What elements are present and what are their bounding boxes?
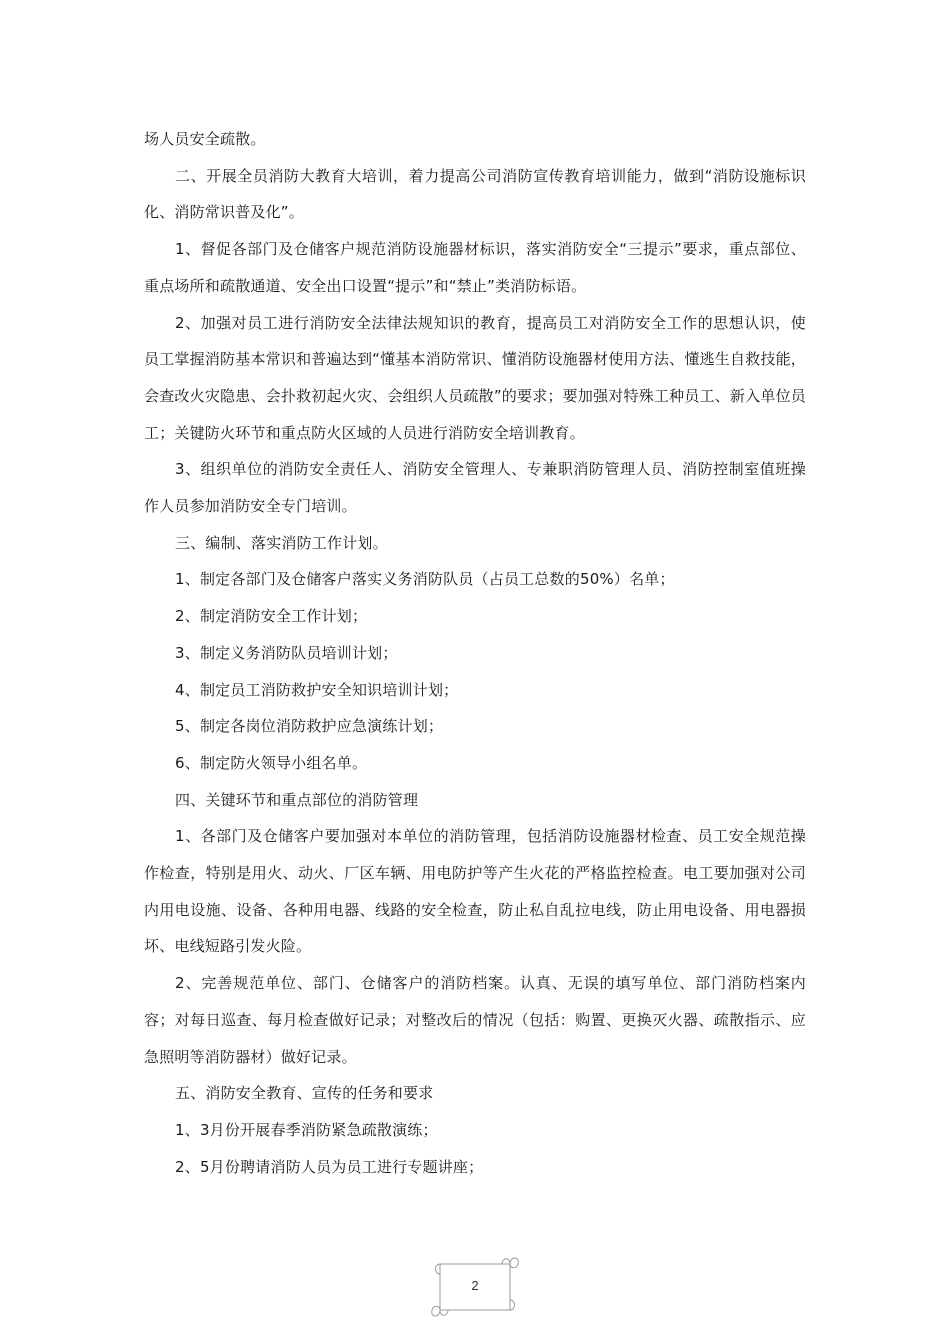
paragraph: 二、开展全员消防大教育大培训，着力提高公司消防宣传教育培训能力，做到“消防设施标识化、消防常识普及化”。 [144,166,806,222]
paragraph: 2、5月份聘请消防人员为员工进行专题讲座； [175,1157,484,1176]
paragraph: 1、3月份开展春季消防紧急疏散演练； [175,1120,438,1139]
page-number: 2 [471,1278,479,1293]
paragraph: 三、编制、落实消防工作计划。 [175,533,388,552]
paragraph: 3、制定义务消防队员培训计划； [175,643,398,662]
paragraph: 五、消防安全教育、宣传的任务和要求 [175,1084,434,1103]
page-footer [430,1252,520,1322]
paragraph: 3、组织单位的消防安全责任人、消防安全管理人、专兼职消防管理人员、消防控制室值班操作人员参加消防安全专门培训。 [144,460,806,516]
paragraph: 1、各部门及仓储客户要加强对本单位的消防管理，包括消防设施器材检查、员工安全规范操作检查，特别是用火、动火、厂区车辆、用电防护等产生火花的严格监控检查。电工要加强对公司内用电设施、设备、各种用电器、线路的安全检查，防止私自乱拉电线，防止用电设备、用电器损坏、电线短路引发火险。 [144,827,806,956]
paragraph: 1、制定各部门及仓储客户落实义务消防队员（占员工总数的50%）名单； [175,570,675,589]
paragraph: 2、制定消防安全工作计划； [175,607,368,626]
paragraph: 5、制定各岗位消防救护应急演练计划； [175,717,444,736]
paragraph: 2、加强对员工进行消防安全法律法规知识的教育，提高员工对消防安全工作的思想认识，使员工掌握消防基本常识和普遍达到“懂基本消防常识、懂消防设施器材使用方法、懂逃生自救技能，会查改火灾隐患、会扑救初起火灾、会组织人员疏散”的要求；要加强对特殊工种员工、新入单位员工；关键防火环节和重点防火区域的人员进行消防安全培训教育。 [144,313,806,442]
paragraph: 场人员安全疏散。 [144,130,266,148]
document-body [144,121,806,1185]
paragraph: 4、制定员工消防救护安全知识培训计划； [175,680,459,699]
paragraph: 2、完善规范单位、部门、仓储客户的消防档案。认真、无误的填写单位、部门消防档案内容；对每日巡查、每月检查做好记录；对整改后的情况（包括：购置、更换灭火器、疏散指示、应急照明等消防器材）做好记录。 [144,974,806,1066]
paragraph: 6、制定防火领导小组名单。 [175,753,368,772]
paragraph: 四、关键环节和重点部位的消防管理 [175,790,419,809]
paragraph: 1、督促各部门及仓储客户规范消防设施器材标识，落实消防安全“三提示”要求，重点部位、重点场所和疏散通道、安全出口设置“提示”和“禁止”类消防标语。 [144,240,806,295]
